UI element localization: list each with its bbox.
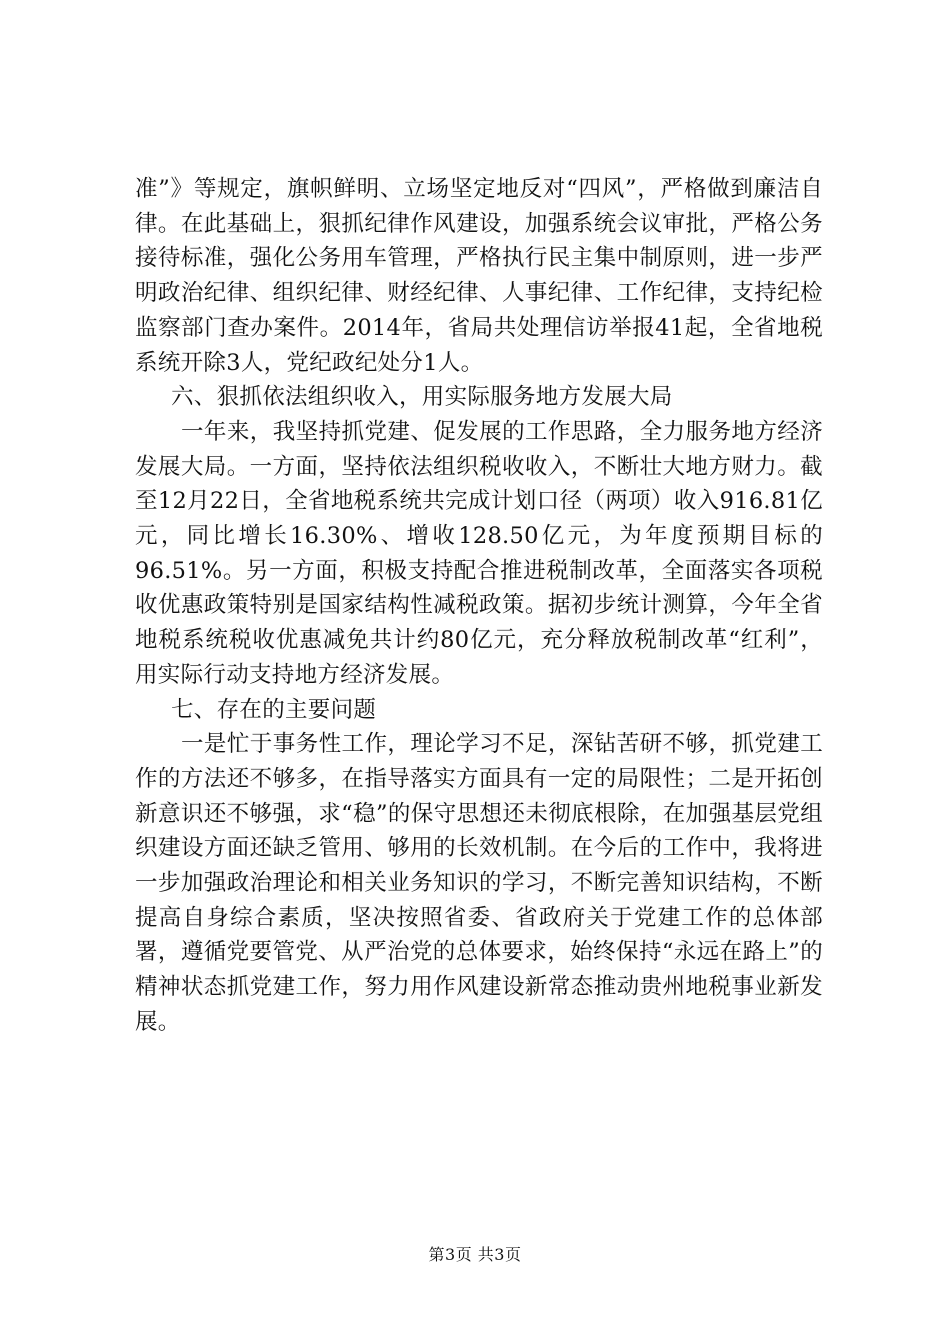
paragraph-discipline: 准”》等规定，旗帜鲜明、立场坚定地反对“四风”，严格做到廉洁自律。在此基础上，狠抓纪律作风建设，加强系统会议审批，严格公务接待标准，强化公务用车管理，严格执行民主集中制原则，进一步严明政治纪律、组织纪律、财经纪律、人事纪律、工作纪律，支持纪检监察部门查办案件。2014年，省局共处理信访举报41起，全省地税系统开除3人，党纪政纪处分1人。 (135, 176, 823, 376)
paragraph-revenue: 一年来，我坚持抓党建、促发展的工作思路，全力服务地方经济发展大局。一方面，坚持依法组织税收收入，不断壮大地方财力。截至12月22日，全省地税系统共完成计划口径（两项）收入916.81亿元，同比增长16.30%、增收128.50亿元，为年度预期目标的96.51%。另一方面，积极支持配合推进税制改革，全面落实各项税收优惠政策特别是国家结构性减税政策。据初步统计测算，今年全省地税系统税收优惠减免共计约80亿元，充分释放税制改革“红利”，用实际行动支持地方经济发展。 (135, 418, 823, 688)
section-heading-problems: 七、存在的主要问题 (171, 696, 377, 723)
paragraph-problems: 一是忙于事务性工作，理论学习不足，深钻苦研不够，抓党建工作的方法还不够多，在指导落实方面具有一定的局限性；二是开拓创新意识还不够强，求“稳”的保守思想还未彻底根除，在加强基层党组织建设方面还缺乏管用、够用的长效机制。在今后的工作中，我将进一步加强政治理论和相关业务知识的学习，不断完善知识结构，不断提高自身综合素质，坚决按照省委、省政府关于党建工作的总体部署，遵循党要管党、从严治党的总体要求，始终保持“永远在路上”的精神状态抓党建工作，努力用作风建设新常态推动贵州地税事业新发展。 (135, 731, 823, 1035)
document-body (135, 172, 823, 1040)
section-heading-revenue: 六、狠抓依法组织收入，用实际服务地方发展大局 (171, 384, 673, 411)
page-footer: 第3页 共3页 (428, 1245, 522, 1264)
